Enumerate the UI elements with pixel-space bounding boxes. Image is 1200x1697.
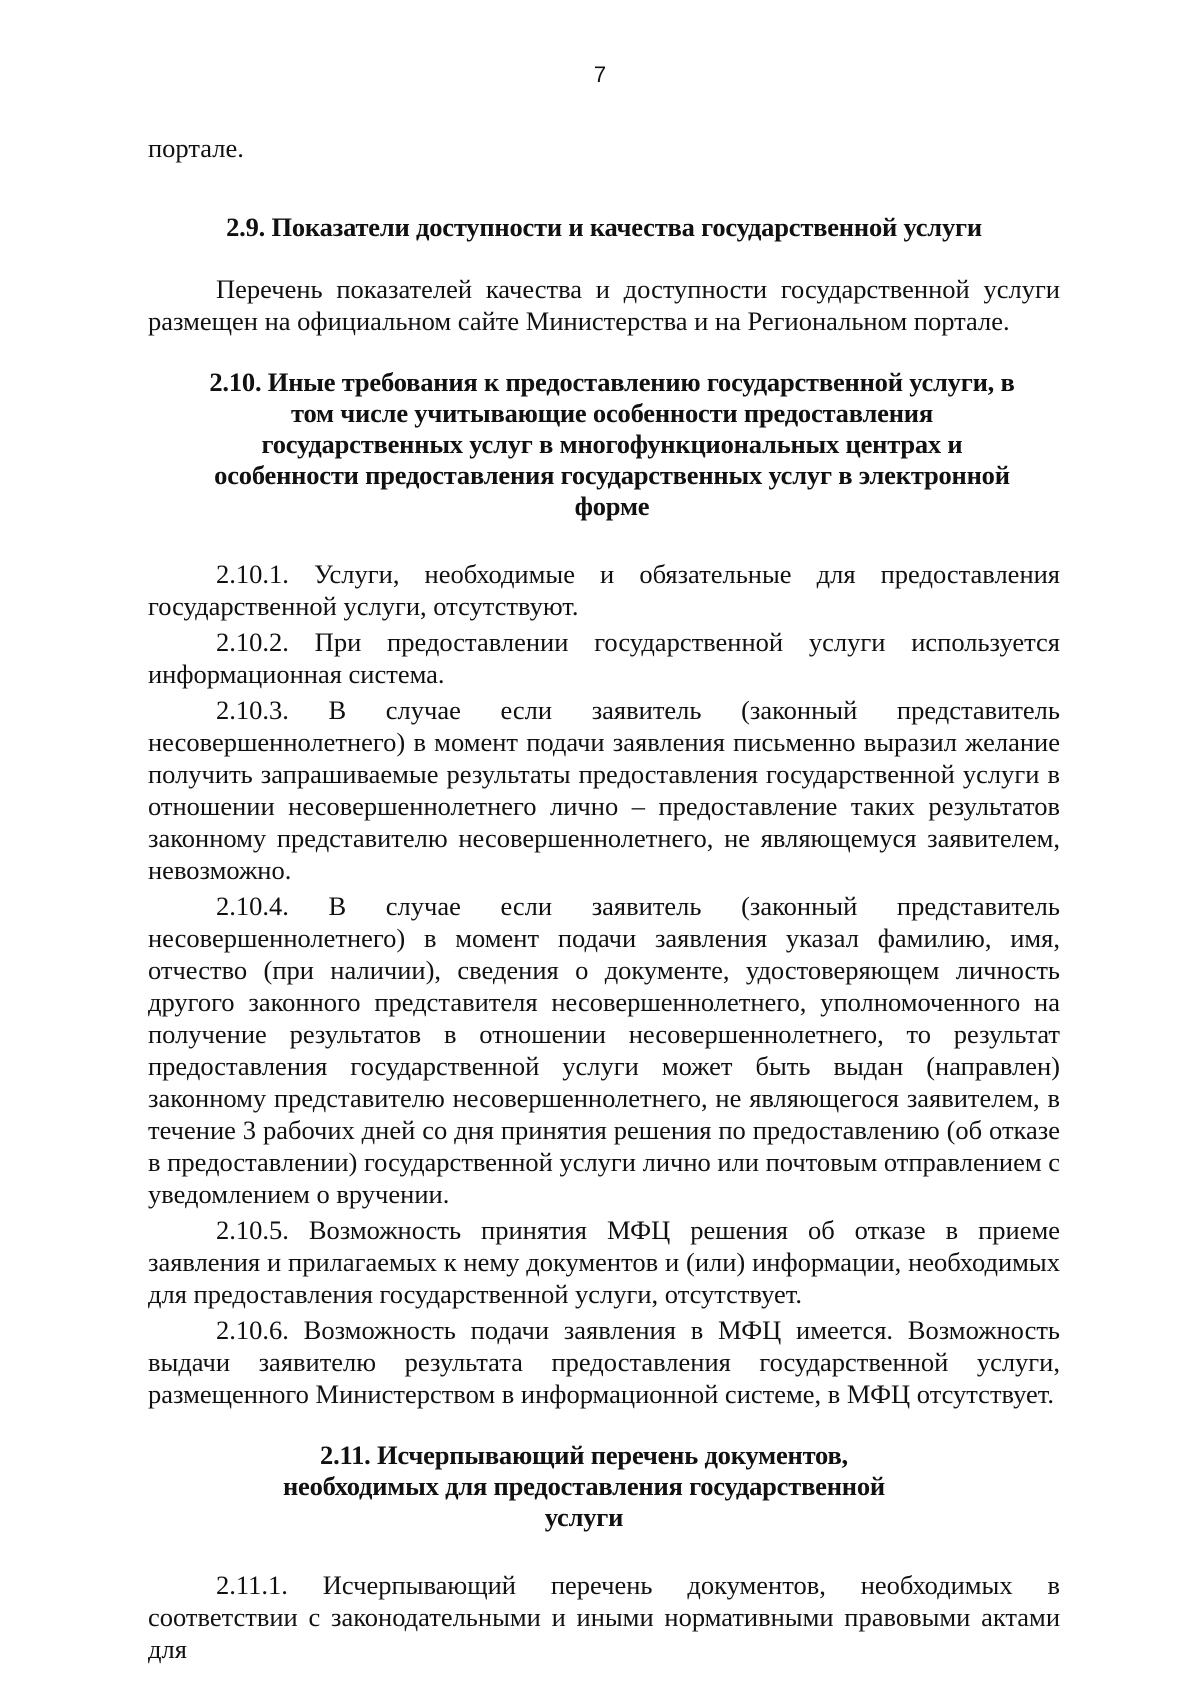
paragraph-2-9: Перечень показателей качества и доступности государственной услуги размещен на официальном сайте Министерства и на Региональном портале. xyxy=(148,274,1060,336)
clause-2-10-4: 2.10.4. В случае если заявитель (законный представитель несовершеннолетнего) в момент подачи заявления указал фамилию, имя, отчество (при наличии), сведения о документе, удостоверяющем личность другого законного представителя несовершеннолетнего, уполномоченного на получение результатов в отношении несовершеннолетнего, то результат предоставления государственной услуги может быть выдан (направлен) законному представителю несовершеннолетнего, не являющегося заявителем, в течение 3 рабочих дней со дня принятия решения по предоставлению (об отказе в предоставлении) государственной услуги лично или почтовым отправлением с уведомлением о вручении. xyxy=(148,891,1060,1209)
section-heading-2-10: 2.10. Иные требования к предоставлению государственной услуги, в том числе учитывающие особенности предоставления государственных услуг в многофункциональных центрах и особенности предоставления государственных услуг в электронной форме xyxy=(209,367,1015,521)
page-number: 7 xyxy=(593,62,607,87)
section-heading-2-11: 2.11. Исчерпывающий перечень документов, необходимых для предоставления государственной услуги xyxy=(282,1440,885,1532)
lead-text: портале. xyxy=(148,133,244,163)
clause-2-10-2: 2.10.2. При предоставлении государственной услуги используется информационная система. xyxy=(148,627,1060,689)
clause-2-11-1: 2.11.1. Исчерпывающий перечень документов, необходимых в соответствии с законодательными и иными нормативными правовыми актами для xyxy=(148,1570,1060,1664)
clause-2-10-1: 2.10.1. Услуги, необходимые и обязательные для предоставления государственной услуги, отсутствуют. xyxy=(148,559,1060,621)
clause-2-10-3: 2.10.3. В случае если заявитель (законный представитель несовершеннолетнего) в момент подачи заявления письменно выразил желание получить запрашиваемые результаты предоставления государственной услуги в отношении несовершеннолетнего лично – предоставление таких результатов законному представителю несовершеннолетнего, не являющемуся заявителем, невозможно. xyxy=(148,695,1060,885)
section-heading-2-9: 2.9. Показатели доступности и качества государственной услуги xyxy=(226,212,982,242)
clause-2-10-5: 2.10.5. Возможность принятия МФЦ решения об отказе в приеме заявления и прилагаемых к нему документов и (или) информации, необходимых для предоставления государственной услуги, отсутствует. xyxy=(148,1215,1060,1309)
document-body xyxy=(148,132,1060,1665)
clause-2-10-6: 2.10.6. Возможность подачи заявления в МФЦ имеется. Возможность выдачи заявителю результата предоставления государственной услуги, размещенного Министерством в информационной системе, в МФЦ отсутствует. xyxy=(148,1315,1060,1409)
